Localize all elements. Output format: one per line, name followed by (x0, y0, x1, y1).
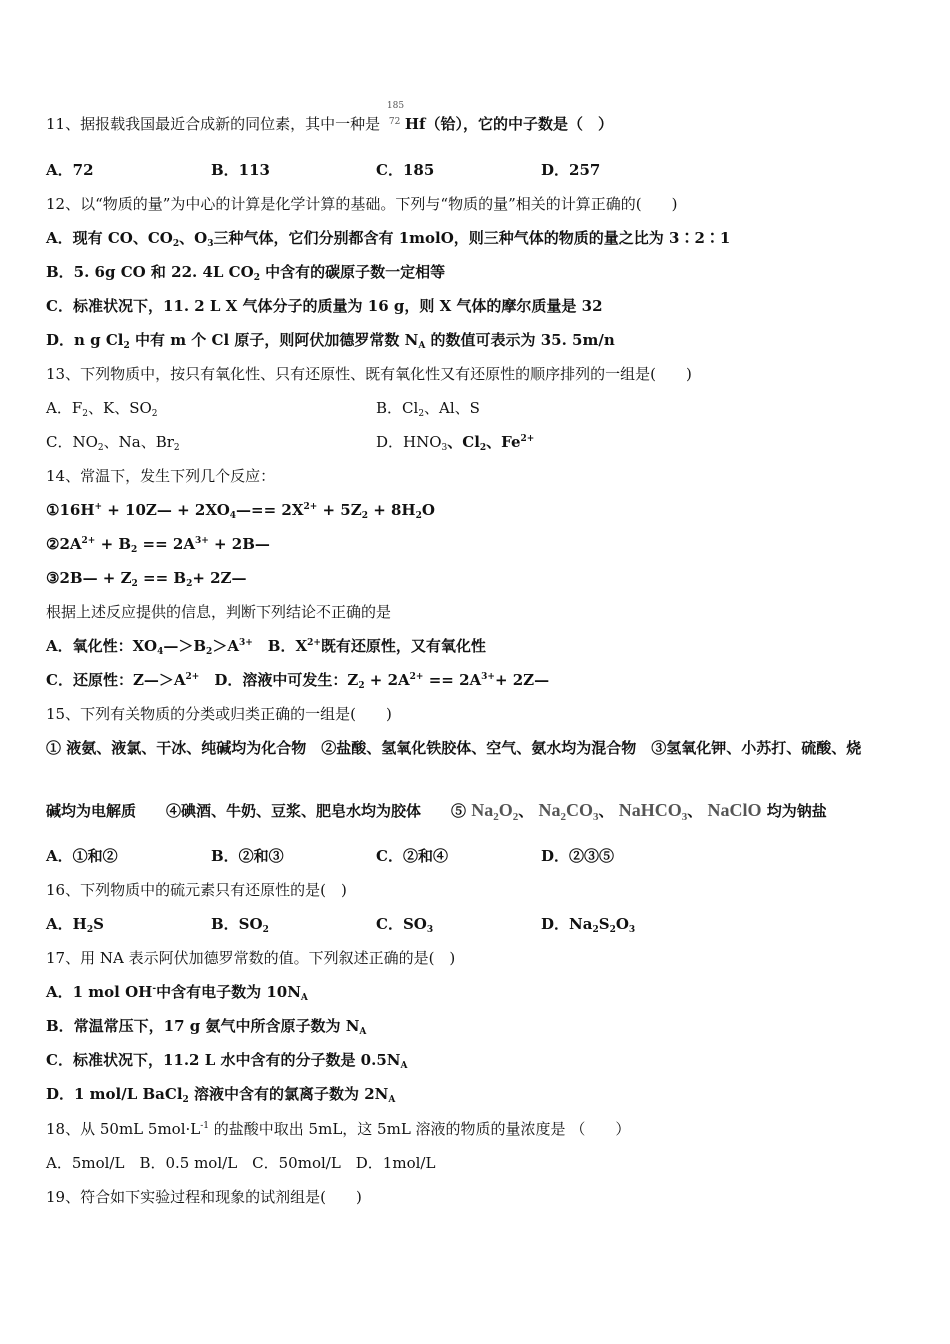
seg: — (231, 569, 247, 587)
seg: + 2Z (192, 569, 232, 587)
sub: 2 (418, 409, 425, 419)
seg: B．SO (211, 915, 263, 933)
q12-option-d (46, 329, 916, 351)
seg: 中有 m 个 Cl 原子，则阿伏加德罗常数 N (129, 331, 419, 349)
sup: -1 (200, 1121, 210, 1131)
sub: 3 (207, 239, 214, 249)
sup: 2+ (81, 536, 96, 546)
sub: A (300, 993, 308, 1003)
seg: C．SO (376, 915, 427, 933)
q16-option-c (376, 913, 541, 935)
sub: 2 (512, 811, 519, 823)
seg: + Z (97, 569, 132, 587)
sup: 2+ (185, 672, 200, 682)
sub: 2 (123, 341, 130, 351)
q13-option-b (376, 397, 480, 419)
sub: A (418, 341, 426, 351)
seg: ②2A (46, 535, 82, 553)
seg: 的数值可表示为 35. 5m/n (425, 331, 615, 349)
sub: 2 (82, 409, 88, 419)
q15-stem: 15、下列有关物质的分类或归类正确的一组是( ) (46, 705, 392, 723)
sup: 3+ (238, 638, 253, 648)
seg: — (254, 535, 270, 553)
sub: 2 (253, 273, 260, 283)
seg: 均为钠盐 (766, 802, 827, 820)
sub: 3 (681, 811, 688, 823)
seg: — (82, 569, 98, 587)
seg: — (534, 671, 550, 689)
q16-options (46, 913, 916, 935)
seg: A．F (46, 399, 83, 417)
seg: 碱均为电解质 ④碘酒、牛奶、豆浆、肥皂水均为胶体 ⑤ (46, 802, 467, 820)
seg: A．H (46, 915, 87, 933)
sub: A (388, 1095, 396, 1105)
seg: C．NO (46, 433, 98, 451)
sub: 2 (592, 925, 599, 935)
sub: 2 (479, 443, 487, 453)
seg: A．氧化性：XO (46, 637, 158, 655)
seg: 、Al、S (424, 399, 480, 417)
seg: D．Na (541, 915, 593, 933)
sub: 2 (493, 811, 499, 823)
sub: 3 (426, 925, 434, 935)
seg: 、Na、Br (103, 433, 174, 451)
seg: S (93, 915, 104, 933)
separator: 、 (687, 802, 703, 820)
seg: D．HNO (376, 433, 442, 451)
seg: D．溶液中可发生：Z (199, 671, 359, 689)
seg: B．常温常压下，17 g 氨气中所含原子数为 N (46, 1017, 360, 1035)
seg: Na (538, 800, 561, 820)
seg: 溶液中含有的氯离子数为 2N (188, 1085, 389, 1103)
formula-na2o2 (471, 800, 519, 823)
seg: == 2A (137, 535, 195, 553)
sub: 2 (609, 925, 616, 935)
q18-stem (46, 1118, 916, 1140)
sub: 2 (358, 681, 365, 691)
q11-stem (46, 101, 916, 135)
seg: A．现有 CO、CO (46, 229, 173, 247)
sub: 3 (441, 443, 448, 453)
seg: — (236, 501, 252, 519)
sup: 3+ (194, 536, 209, 546)
sub: A (400, 1061, 408, 1071)
seg: 、O (179, 229, 208, 247)
seg: 、Cl (447, 433, 480, 451)
seg: == B (137, 569, 187, 587)
q12-stem: 12、以“物质的量”为中心的计算是化学计算的基础。下列与“物质的量”相关的计算正确的( ) (46, 195, 678, 213)
seg: Na (471, 800, 494, 820)
separator: 、 (598, 802, 614, 820)
q16-option-b (211, 913, 376, 935)
seg: B．X (252, 637, 308, 655)
q12-option-b (46, 261, 916, 283)
q14-judge: 根据上述反应提供的信息，判断下列结论不正确的是 (46, 603, 392, 621)
sub: 2 (172, 239, 180, 249)
q16-option-d (541, 913, 635, 935)
sub: 2 (173, 443, 180, 453)
q16-option-a (46, 913, 211, 935)
q13-options-cd (46, 431, 916, 453)
formula-naclo: NaClO (707, 800, 762, 820)
seg: ＞A (158, 671, 186, 689)
seg: NaHCO (618, 800, 682, 820)
sub: 2 (97, 443, 104, 453)
sup: 2+ (409, 672, 424, 682)
sub: 2 (206, 647, 213, 657)
q17-stem: 17、用 NA 表示阿伏加德罗常数的值。下列叙述正确的是( ) (46, 949, 456, 967)
seg: ＞A (212, 637, 239, 655)
sub: 2 (86, 925, 94, 935)
q11-options (46, 159, 916, 181)
sub: 2 (182, 1095, 189, 1105)
sub: 4 (157, 647, 164, 657)
seg: D．1 mol/L BaCl (46, 1085, 183, 1103)
seg: == 2A (423, 671, 482, 689)
sub: 2 (415, 511, 422, 521)
q11-option-c: C．185 (376, 161, 435, 179)
sup: 2+ (307, 638, 321, 648)
q15-option-c: C．②和④ (376, 847, 448, 865)
sub: 2 (560, 811, 567, 823)
q13-option-a (46, 397, 376, 419)
q11-stem-before: 11、据报载我国最近合成新的同位素，其中一种是 (46, 115, 381, 133)
seg: A．1 mol OH (46, 983, 153, 1001)
q17-option-d (46, 1083, 916, 1105)
seg: + 2XO (171, 501, 230, 519)
seg: 中含有电子数为 10N (156, 983, 301, 1001)
q18-options: A．5mol/L B．0.5 mol/L C．50mol/L D．1mol/L (46, 1154, 436, 1172)
seg: ＞B (178, 637, 207, 655)
seg: + 5Z (317, 501, 362, 519)
sub: 2 (131, 545, 138, 555)
formula-nahco3 (618, 800, 688, 823)
seg: + 2B (208, 535, 255, 553)
seg: 既有还原性，又有氧化性 (320, 637, 486, 655)
q15-option-b: B．②和③ (211, 847, 284, 865)
q14-reaction-1 (46, 499, 916, 521)
sup: + (94, 502, 103, 512)
q14-reaction-3 (46, 567, 916, 589)
q14-stem: 14、常温下，发生下列几个反应： (46, 467, 276, 485)
sup: 2+ (303, 502, 318, 512)
seg: C．还原性：Z (46, 671, 144, 689)
seg: ①16H (46, 501, 95, 519)
seg: 的盐酸中取出 5mL，这 5mL 溶液的物质的量浓度是 （ ） (209, 1120, 631, 1138)
q12-option-a (46, 227, 916, 249)
q13-option-c (46, 431, 376, 453)
q14-reaction-2 (46, 533, 916, 555)
seg: == 2X (251, 501, 304, 519)
sub: A (359, 1027, 367, 1037)
seg: ③2B (46, 569, 83, 587)
q15-option-a: A．①和② (46, 847, 118, 865)
q17-option-c (46, 1049, 916, 1071)
sub: 2 (151, 409, 158, 419)
seg: + 2Z (494, 671, 535, 689)
sub: 4 (229, 511, 237, 521)
q15-option-d: D．②③⑤ (541, 847, 615, 865)
seg: + 10Z (102, 501, 157, 519)
seg: C．标准状况下，11.2 L 水中含有的分子数是 0.5N (46, 1051, 401, 1069)
seg: CO (566, 800, 594, 820)
seg: + B (95, 535, 132, 553)
seg: 、K、SO (87, 399, 152, 417)
formula-na2co3 (538, 800, 599, 823)
seg: D．n g Cl (46, 331, 124, 349)
seg: O (498, 800, 513, 820)
sub: 3 (628, 925, 636, 935)
q17-option-b (46, 1015, 916, 1037)
seg: B．Cl (376, 399, 419, 417)
seg: S (598, 915, 610, 933)
seg: 三种气体，它们分别都含有 1molO，则三种气体的物质的量之比为 3∶2∶1 (213, 229, 731, 247)
q14-options-ab (46, 635, 916, 657)
q11-option-a: A．72 (46, 161, 94, 179)
seg: — (156, 501, 172, 519)
seg: + 8H (367, 501, 416, 519)
q15-statements-line2 (46, 793, 916, 827)
q11-option-b: B．113 (211, 161, 270, 179)
seg: — (163, 637, 179, 655)
sup: 3+ (481, 672, 495, 682)
q16-stem: 16、下列物质中的硫元素只有还原性的是( ) (46, 881, 347, 899)
sub: 2 (186, 579, 193, 589)
seg: B．5. 6g CO 和 22. 4L CO (46, 263, 254, 281)
isotope-mass-number: 185 (386, 101, 405, 111)
q13-options-ab (46, 397, 916, 419)
q17-option-a (46, 981, 916, 1003)
seg: 中含有的碳原子数一定相等 (259, 263, 446, 281)
separator: 、 (518, 802, 534, 820)
q15-statements-line1: ① 液氨、液氯、干冰、纯碱均为化合物 ②盐酸、氢氧化铁胶体、空气、氨水均为混合物 ③氢氧化钾、小苏打、硫酸、烧 (46, 739, 862, 757)
seg: + 2A (364, 671, 410, 689)
q12-option-c: C．标准状况下，11. 2 L X 气体分子的质量为 16 g，则 X 气体的摩尔质量是 32 (46, 297, 603, 315)
q19-stem: 19、符合如下实验过程和现象的试剂组是( ) (46, 1188, 362, 1206)
seg: — (143, 671, 159, 689)
seg: 18、从 50mL 5mol·L (46, 1120, 201, 1138)
q11-option-d: D．257 (541, 161, 601, 179)
sup: 2+ (520, 434, 535, 444)
seg: O (615, 915, 629, 933)
q14-options-cd (46, 669, 916, 691)
sub: 2 (262, 925, 269, 935)
sub: 3 (593, 811, 599, 823)
q15-options (46, 845, 916, 867)
q13-stem: 13、下列物质中，按只有氧化性、只有还原性、既有氧化性又有还原性的顺序排列的一组是( ) (46, 365, 692, 383)
q13-option-d (376, 431, 534, 453)
seg: O (421, 501, 435, 519)
sub: 2 (361, 511, 368, 521)
sub: 2 (131, 579, 138, 589)
sup: - (152, 984, 157, 994)
seg: 、Fe (486, 433, 521, 451)
isotope-atomic-number: 72 (388, 117, 401, 127)
hf-isotope-notation (385, 101, 405, 135)
q11-stem-after: Hf（铪），它的中子数是（ ） (404, 115, 614, 133)
